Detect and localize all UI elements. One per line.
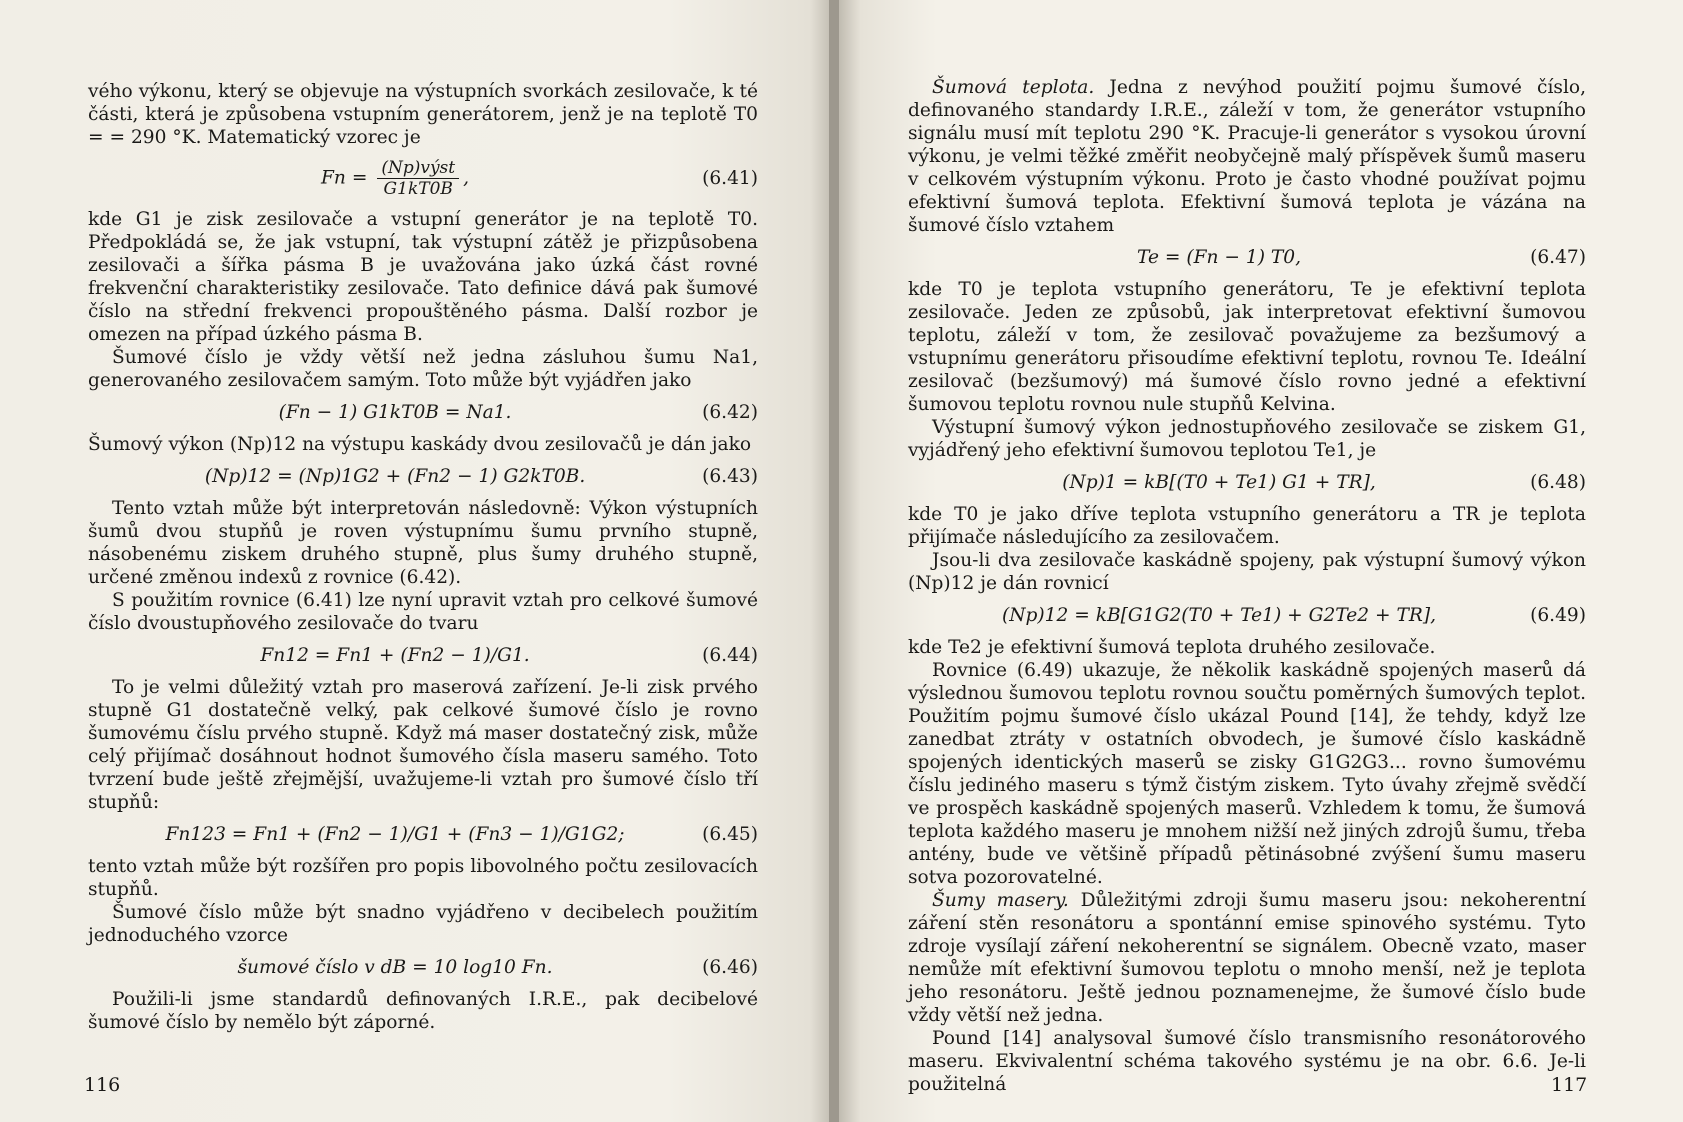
paragraph-body: Důležitými zdroji šumu maseru jsou: nekoherentní záření stěn resonátoru a spontánní emise spinového systému. Tyto zdroje vysílají záření nekoherentní se signálem. Obecně vzato, maser nemůže mít efektivní šumovou teplotu o mnoho menší, než je teplota jeho resonátoru. Ještě jednou poznamenejme, že šumové číslo bude vždy větší než jedna. [908,890,1586,1026]
book-gutter [829,0,839,1122]
equation-formula: Fn123 = Fn1 + (Fn2 − 1)/G1 + (Fn3 − 1)/G1G2; [165,824,625,845]
paragraph: kde G1 je zisk zesilovače a vstupní generátor je na teplotě T0. Předpokládá se, že jak vstupní, tak výstupní zátěž je přizpůsobena zesilovači a šířka pásma B je uvažována jako úzká část rovné frekvenční charakteristiky zesilovače. Tato definice dává pak šumové číslo na střední frekvenci propouštěného pásma. Další rozbor je omezen na případ úzkého pásma B. [88,209,758,345]
equation-number: (6.42) [702,402,758,423]
equation-6-47 [908,246,1586,269]
right-page-text [908,76,1586,1096]
paragraph: To je velmi důležitý vztah pro maserová zařízení. Je-li zisk prvého stupně G1 dostatečně velký, pak celkové šumové číslo je rovno šumovému číslu prvého stupně. Když má maser dostatečný zisk, může celý přijímač dosáhnout hodnot šumového čísla maseru samého. Toto tvrzení bude ještě zřejmější, uvažujeme-li vztah pro šumové číslo tří stupňů: [88,677,758,813]
equation-6-43 [88,465,758,488]
equation-formula: Te = (Fn − 1) T0, [1137,247,1302,268]
equation-6-48 [908,471,1586,494]
paragraph: Výstupní šumový výkon jednostupňového zesilovače se ziskem G1, vyjádřený jeho efektivní šumovou teplotou Te1, je [908,417,1586,461]
equation-6-49 [908,604,1586,627]
equation-number: (6.43) [702,466,758,487]
paragraph [908,76,1586,237]
equation-formula: (Np)1 = kB[(T0 + Te1) G1 + TR], [1062,472,1376,493]
paragraph: Pound [14] analysoval šumové číslo transmisního resonátorového maseru. Ekvivalentní schéma takového systému je na obr. 6.6. Je-li použitelná [908,1028,1586,1095]
run-in-heading: Šumy masery. [932,890,1069,911]
equation-6-45 [88,823,758,846]
paragraph: Rovnice (6.49) ukazuje, že několik kaskádně spojených maserů dá výslednou šumovou teplotu rovnou součtu poměrných šumových teplot. Použitím pojmu šumové číslo ukázal Pound [14], že tehdy, když lze zanedbat ztráty v ostatních obvodech, je šumové číslo kaskádně spojených identických maserů se zisky G1G2G3... rovno šumovému číslu jediného maseru s týmž čistým ziskem. Tyto úvahy zřejmě svědčí ve prospěch kaskádně spojených maserů. Vzhledem k tomu, že šumová teplota každého maseru je mnohem nižší než jiných zdrojů šumu, třeba antény, bude ve většině případů pětinásobné zvýšení šumu maseru sotva pozorovatelné. [908,660,1586,888]
equation-6-42 [88,401,758,424]
paragraph: Šumové číslo může být snadno vyjádřeno v decibelech použitím jednoduchého vzorce [88,902,758,946]
page-number-right: 117 [1551,1074,1588,1096]
paragraph: kde T0 je teplota vstupního generátoru, Te je efektivní teplota zesilovače. Jeden ze způsobů, jak interpretovat efektivní šumovou teplotu, záleží v tom, že zesilovač považujeme za bezšumový a vstupnímu generátoru přisoudíme efektivní teplotu, rovnou Te. Ideální zesilovač (bezšumový) má šumové číslo rovno jedné a efektivní šumovou teplotu rovnou nule stupňů Kelvina. [908,279,1586,415]
equation-number: (6.41) [702,168,758,189]
paragraph: Šumové číslo je vždy větší než jedna zásluhou šumu Na1, generovaného zesilovačem samým. Toto může být vyjádřen jako [88,347,758,391]
paragraph-body: Jedna z nevýhod použití pojmu šumové číslo, definovaného standardy I.R.E., záleží v tom, že generátor vstupního signálu musí mít teplotu 290 °K. Pracuje-li generátor s vysokou úrovní výkonu, je velmi těžké změřit neobyčejně malý příspěvek šumů maseru v celkovém výstupním výkonu. Proto je často vhodné používat pojmu efektivní šumová teplota. Efektivní šumová teplota je vázána na šumové číslo vztahem [908,77,1586,236]
equation-6-41 [88,158,758,199]
paragraph: tento vztah může být rozšířen pro popis libovolného počtu zesilovacích stupňů. [88,856,758,900]
equation-number: (6.47) [1530,247,1586,268]
equation-formula: (Np)12 = kB[G1G2(T0 + Te1) + G2Te2 + TR], [1002,605,1437,626]
equation-6-46 [88,956,758,979]
equation-tail: , [463,167,470,189]
page-number-left: 116 [84,1074,121,1096]
paragraph: kde Te2 je efektivní šumová teplota druhého zesilovače. [908,637,1436,658]
paragraph: Šumový výkon (Np)12 na výstupu kaskády dvou zesilovačů je dán jako [88,434,752,455]
equation-number: (6.44) [702,645,758,666]
run-in-heading: Šumová teplota. [932,77,1095,98]
equation-6-44 [88,644,758,667]
equation-number: (6.49) [1530,605,1586,626]
paragraph: vého výkonu, který se objevuje na výstupních svorkách zesilovače, k té části, která je způsobena vstupním generátorem, jenž je na teplotě T0 = = 290 °K. Matematický vzorec je [88,81,758,148]
equation-number: (6.45) [702,824,758,845]
fraction-denominator: G1kT0B [383,179,453,199]
equation-formula: (Fn − 1) G1kT0B = Na1. [278,402,512,423]
fraction [377,158,459,199]
paragraph: Tento vztah může být interpretován následovně: Výkon výstupních šumů dvou stupňů je roven výstupnímu šumu prvního stupně, násobenému ziskem druhého stupně, plus šumy druhého stupně, určené změnou indexů z rovnice (6.42). [88,498,758,588]
equation-formula: šumové číslo v dB = 10 log10 Fn. [237,957,553,978]
paragraph: Použili-li jsme standardů definovaných I.R.E., pak decibelové šumové číslo by nemělo být záporné. [88,989,758,1033]
equation-lhs: Fn = [321,167,368,189]
paragraph: Jsou-li dva zesilovače kaskádně spojeny, pak výstupní šumový výkon (Np)12 je dán rovnicí [908,550,1586,594]
equation-formula: (Np)12 = (Np)1G2 + (Fn2 − 1) G2kT0B. [204,466,586,487]
paragraph: kde T0 je jako dříve teplota vstupního generátoru a TR je teplota přijímače následujícího za zesilovačem. [908,504,1586,548]
left-page-text [88,80,758,1034]
equation-number: (6.48) [1530,472,1586,493]
paragraph [908,889,1586,1027]
equation-formula: Fn12 = Fn1 + (Fn2 − 1)/G1. [260,645,530,666]
equation-number: (6.46) [702,957,758,978]
paragraph: S použitím rovnice (6.41) lze nyní upravit vztah pro celkové šumové číslo dvoustupňového zesilovače do tvaru [88,590,758,634]
fraction-numerator: (Np)výst [377,158,459,179]
